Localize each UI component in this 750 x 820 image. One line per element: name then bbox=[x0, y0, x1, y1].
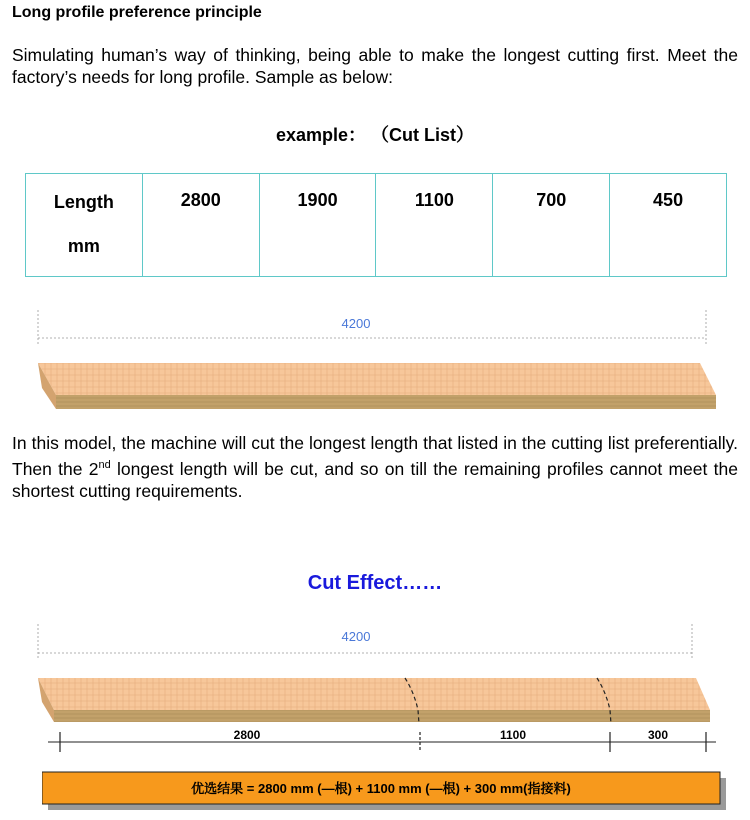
segment-label: 2800 bbox=[233, 728, 261, 742]
example-title: example： （Cut List） bbox=[275, 125, 475, 145]
segment-label: 300 bbox=[647, 728, 669, 742]
length-cell: 1100 bbox=[376, 174, 493, 277]
wood-profile-side bbox=[54, 710, 710, 722]
profile-length-label: 4200 bbox=[341, 316, 371, 331]
length-cell: 450 bbox=[610, 174, 727, 277]
explanation-paragraph: In this model, the machine will cut the longest length that listed in the cutting list preferentially. Then the 2nd longest length will be cut, and so on till the remaining profiles cannot meet the shortest cutting requirements. bbox=[12, 433, 738, 501]
length-cell: 2800 bbox=[142, 174, 259, 277]
wood-profile-top bbox=[38, 363, 716, 395]
length-label-cell bbox=[26, 174, 143, 277]
cut-effect-title: Cut Effect…… bbox=[307, 572, 443, 594]
cut-list-table bbox=[25, 173, 727, 277]
dimension-line bbox=[38, 310, 706, 346]
length-cell: 700 bbox=[493, 174, 610, 277]
result-bar bbox=[42, 770, 728, 812]
wood-profile-side bbox=[56, 395, 716, 409]
table-row bbox=[26, 174, 727, 277]
segment-label: 1100 bbox=[499, 728, 527, 742]
result-text: 优选结果 = 2800 mm (—根) + 1100 mm (—根) + 300 mm(指接料) bbox=[191, 781, 571, 796]
unit-label: mm bbox=[67, 236, 100, 256]
intro-paragraph: Simulating human’s way of thinking, being able to make the longest cutting first. Meet the factory’s needs for long profile. Sample as below: bbox=[12, 45, 738, 87]
profile-illustration bbox=[0, 300, 750, 420]
length-label: Length bbox=[53, 192, 114, 212]
cut-effect-illustration bbox=[0, 620, 750, 765]
section-heading: Long profile preference principle bbox=[12, 4, 262, 21]
effect-length-label: 4200 bbox=[341, 629, 371, 644]
length-cell: 1900 bbox=[259, 174, 376, 277]
segment-dimension-line bbox=[48, 732, 716, 752]
